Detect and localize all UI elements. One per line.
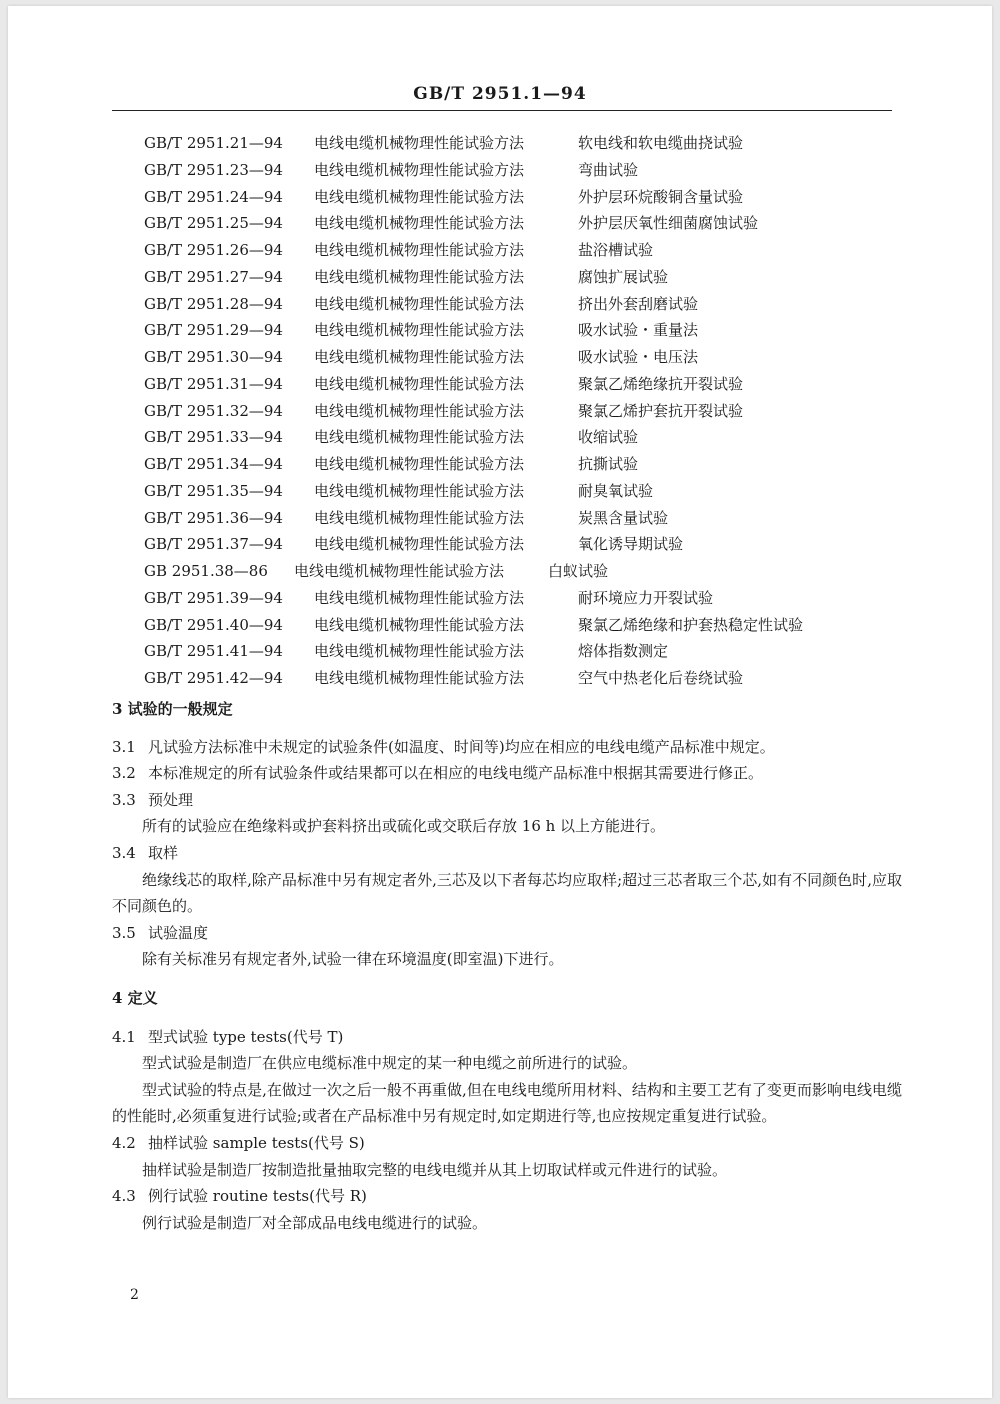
standard-series: 电线电缆机械物理性能试验方法	[314, 214, 525, 233]
standard-series: 电线电缆机械物理性能试验方法	[314, 428, 525, 447]
clause-number: 4.2	[112, 1133, 136, 1152]
clause-3-1	[112, 734, 902, 761]
standard-code: GB/T 2951.40—94	[144, 615, 283, 634]
section-4-heading: 4 定义	[112, 988, 158, 1007]
standard-title: 抗撕试验	[578, 455, 639, 473]
section-gap	[112, 1012, 902, 1024]
standard-row	[8, 478, 992, 505]
clause-3-3-body: 所有的试验应在绝缘料或护套料挤出或硫化或交联后存放 16 h 以上方能进行。	[142, 817, 666, 836]
standard-title: 聚氯乙烯绝缘抗开裂试验	[578, 374, 744, 393]
standard-code: GB/T 2951.32—94	[144, 401, 283, 420]
standard-row	[8, 638, 992, 665]
clause-4-2	[112, 1130, 902, 1157]
standard-row	[8, 264, 992, 291]
clause-4-3-body: 例行试验是制造厂对全部成品电线电缆进行的试验。	[142, 1213, 488, 1232]
standard-row	[8, 558, 992, 585]
standard-title: 吸水试验・重量法	[578, 321, 699, 340]
clause-4-1-body-1: 型式试验是制造厂在供应电缆标准中规定的某一种电缆之前所进行的试验。	[142, 1054, 638, 1073]
clause-title: 试验温度	[148, 923, 209, 942]
standard-title: 收缩试验	[578, 428, 639, 447]
term-en: routine tests(代号 R)	[212, 1187, 367, 1206]
page-number: 2	[130, 1287, 139, 1303]
standard-series: 电线电缆机械物理性能试验方法	[314, 535, 525, 554]
clause-3-5	[112, 920, 902, 947]
standard-row	[8, 157, 992, 184]
standard-title: 熔体指数测定	[578, 642, 669, 661]
standard-title: 炭黑含量试验	[578, 508, 669, 527]
standard-code: GB/T 2951.24—94	[144, 187, 283, 206]
term-cn: 例行试验	[148, 1187, 209, 1206]
standard-series: 电线电缆机械物理性能试验方法	[294, 562, 505, 580]
standard-title: 腐蚀扩展试验	[578, 267, 669, 286]
standard-title: 外护层厌氧性细菌腐蚀试验	[578, 214, 759, 233]
standard-row	[8, 371, 992, 398]
clause-number: 3.2	[112, 764, 136, 783]
standard-title: 耐臭氧试验	[578, 481, 654, 500]
clause-number: 3.1	[112, 737, 136, 756]
standard-row	[8, 585, 992, 612]
standard-series: 电线电缆机械物理性能试验方法	[314, 321, 525, 340]
standard-series: 电线电缆机械物理性能试验方法	[314, 642, 525, 661]
standard-code: GB/T 2951.23—94	[144, 160, 283, 179]
clause-number: 3.4	[112, 843, 136, 862]
standard-row	[8, 237, 992, 264]
clause-4-2-body: 抽样试验是制造厂按制造批量抽取完整的电线电缆并从其上切取试样或元件进行的试验。	[142, 1160, 728, 1179]
standard-series: 电线电缆机械物理性能试验方法	[314, 588, 525, 607]
standard-row	[8, 317, 992, 344]
clause-text: 凡试验方法标准中未规定的试验条件(如温度、时间等)均应在相应的电线电缆产品标准中规定。	[148, 737, 775, 756]
standard-series: 电线电缆机械物理性能试验方法	[314, 508, 525, 527]
standard-row	[8, 665, 992, 692]
standard-series: 电线电缆机械物理性能试验方法	[314, 615, 525, 634]
standard-title: 空气中热老化后卷绕试验	[578, 669, 744, 687]
standard-series: 电线电缆机械物理性能试验方法	[314, 241, 525, 259]
standard-title: 挤出外套刮磨试验	[578, 294, 699, 313]
standard-code: GB/T 2951.28—94	[144, 294, 283, 313]
standard-code: GB/T 2951.27—94	[144, 267, 283, 286]
standard-title: 白蚁试验	[548, 562, 609, 580]
body-text	[112, 696, 902, 1236]
clause-3-4-body: 绝缘线芯的取样,除产品标准中另有规定者外,三芯及以下者每芯均应取样;超过三芯者取三个芯,如有不同颜色时,应取不同颜色的。	[112, 870, 902, 916]
term-en: sample tests(代号 S)	[212, 1133, 365, 1152]
clause-4-1-body-2: 型式试验的特点是,在做过一次之后一般不再重做,但在电线电缆所用材料、结构和主要工艺有了变更而影响电线电缆的性能时,必须重复进行试验;或者在产品标准中另有规定时,如定期进行等,也应按规定重复进行试验。	[112, 1080, 902, 1126]
clause-3-2	[112, 760, 902, 787]
clause-4-3	[112, 1183, 902, 1210]
clause-number: 4.3	[112, 1187, 136, 1206]
standard-row	[8, 612, 992, 639]
standard-title: 软电线和软电缆曲挠试验	[578, 134, 744, 152]
standard-series: 电线电缆机械物理性能试验方法	[314, 267, 525, 286]
standard-code: GB/T 2951.39—94	[144, 588, 283, 607]
standard-row	[8, 344, 992, 371]
standard-row	[8, 531, 992, 558]
standard-code: GB/T 2951.35—94	[144, 481, 283, 500]
standard-code: GB/T 2951.29—94	[144, 321, 283, 340]
standard-title: 弯曲试验	[578, 160, 639, 179]
clause-text: 本标准规定的所有试验条件或结果都可以在相应的电线电缆产品标准中根据其需要进行修正。	[148, 764, 764, 783]
standard-code: GB/T 2951.42—94	[144, 669, 283, 687]
section-gap	[112, 973, 902, 985]
clause-number: 4.1	[112, 1027, 136, 1046]
clause-title: 预处理	[148, 790, 194, 809]
standard-code: GB/T 2951.31—94	[144, 374, 283, 393]
term-cn: 型式试验	[148, 1027, 209, 1046]
standard-title: 盐浴槽试验	[578, 241, 654, 259]
clause-number: 3.5	[112, 923, 136, 942]
standard-code: GB/T 2951.30—94	[144, 348, 283, 366]
term-en: type tests(代号 T)	[212, 1027, 344, 1046]
clause-title: 取样	[148, 843, 179, 862]
standard-series: 电线电缆机械物理性能试验方法	[314, 160, 525, 179]
standard-title: 吸水试验・电压法	[578, 348, 699, 366]
term-cn: 抽样试验	[148, 1133, 209, 1152]
standard-code: GB/T 2951.21—94	[144, 134, 283, 152]
header-rule	[112, 110, 892, 111]
standard-title: 聚氯乙烯护套抗开裂试验	[578, 401, 744, 420]
standard-row	[8, 210, 992, 237]
standard-series: 电线电缆机械物理性能试验方法	[314, 134, 525, 152]
standard-row	[8, 505, 992, 532]
standard-code: GB/T 2951.41—94	[144, 642, 283, 661]
standard-code: GB/T 2951.33—94	[144, 428, 283, 447]
standard-row	[8, 130, 992, 157]
standard-series: 电线电缆机械物理性能试验方法	[314, 481, 525, 500]
standard-code: GB/T 2951.34—94	[144, 455, 283, 473]
clause-3-5-body: 除有关标准另有规定者外,试验一律在环境温度(即室温)下进行。	[142, 950, 564, 969]
standard-title: 外护层环烷酸铜含量试验	[578, 187, 744, 206]
standard-series: 电线电缆机械物理性能试验方法	[314, 669, 525, 687]
document-page	[8, 6, 992, 1398]
standard-row	[8, 291, 992, 318]
standard-code: GB/T 2951.37—94	[144, 535, 283, 554]
standard-code: GB/T 2951.26—94	[144, 241, 283, 259]
page-header: GB/T 2951.1—94	[413, 84, 587, 104]
standard-series: 电线电缆机械物理性能试验方法	[314, 294, 525, 313]
standard-row	[8, 451, 992, 478]
standard-series: 电线电缆机械物理性能试验方法	[314, 187, 525, 206]
standard-series: 电线电缆机械物理性能试验方法	[314, 455, 525, 473]
clause-number: 3.3	[112, 790, 136, 809]
standard-row	[8, 184, 992, 211]
standard-series: 电线电缆机械物理性能试验方法	[314, 401, 525, 420]
standard-row	[8, 424, 992, 451]
section-3-heading: 3 试验的一般规定	[112, 700, 233, 718]
clause-3-3	[112, 787, 902, 814]
standard-code: GB/T 2951.25—94	[144, 214, 283, 233]
standard-row	[8, 398, 992, 425]
standard-code: GB 2951.38—86	[144, 562, 268, 580]
standard-code: GB/T 2951.36—94	[144, 508, 283, 527]
standard-title: 聚氯乙烯绝缘和护套热稳定性试验	[578, 615, 804, 634]
clause-4-1	[112, 1024, 902, 1051]
standard-series: 电线电缆机械物理性能试验方法	[314, 348, 525, 366]
clause-3-4	[112, 840, 902, 867]
standard-title: 氧化诱导期试验	[578, 535, 684, 554]
standard-title: 耐环境应力开裂试验	[578, 588, 714, 607]
standard-series: 电线电缆机械物理性能试验方法	[314, 374, 525, 393]
